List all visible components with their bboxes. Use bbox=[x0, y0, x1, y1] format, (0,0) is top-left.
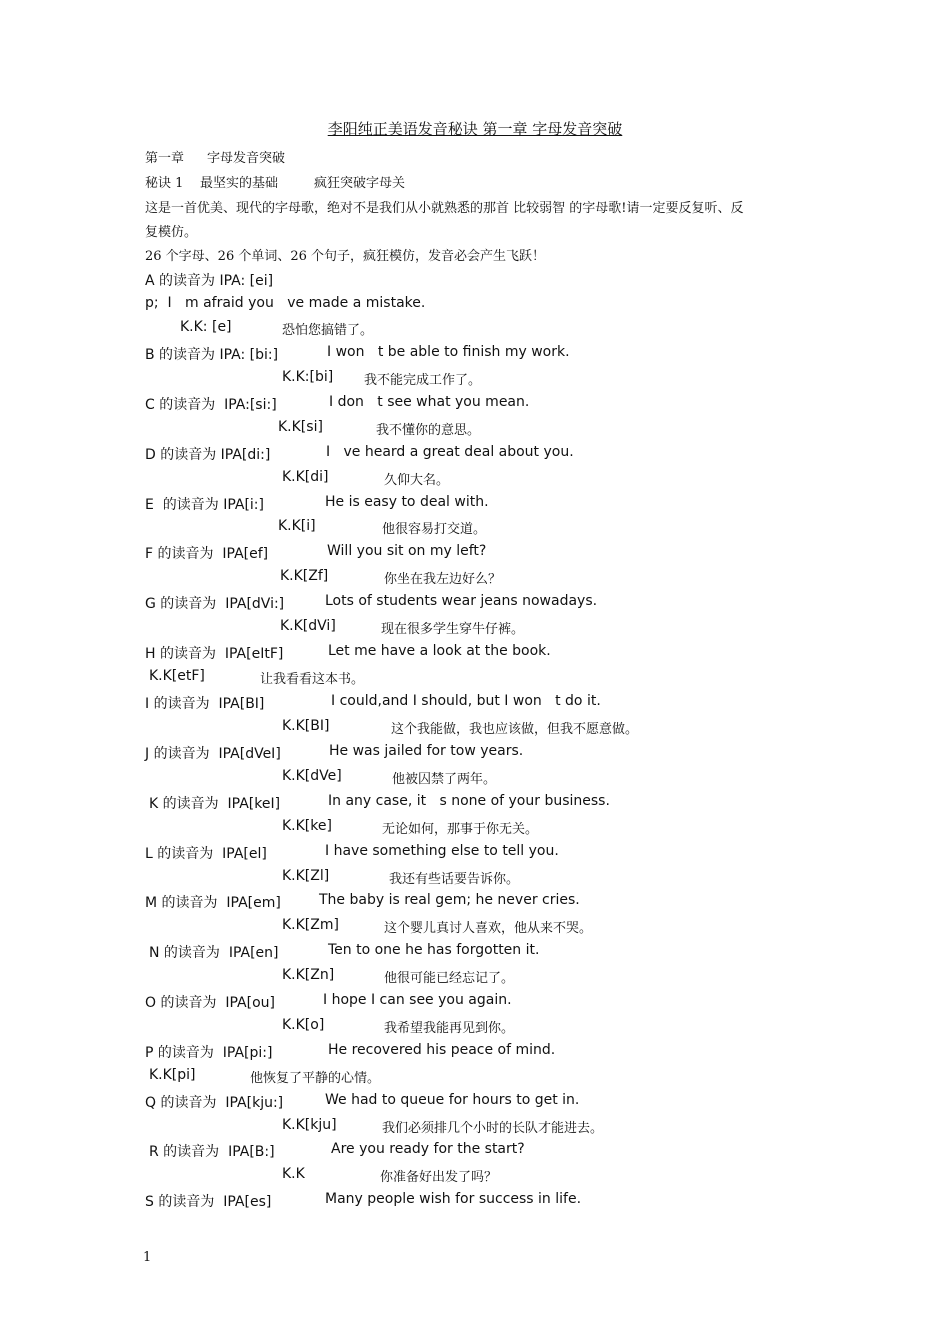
letter-translation: 让我看看这本书。 bbox=[260, 672, 365, 687]
letter-kk: K.K[dVi] bbox=[280, 618, 336, 634]
letter-kk: K.K[pi] bbox=[149, 1067, 196, 1083]
letter-ipa: A 的读音为 IPA: [ei] bbox=[145, 273, 274, 289]
letter-translation: 我希望我能再见到你。 bbox=[384, 1021, 515, 1036]
secret-label: 秘诀 1 bbox=[145, 176, 184, 191]
letter-kk: K.K[dVe] bbox=[282, 768, 342, 784]
letter-ipa: B 的读音为 IPA: [bi:] bbox=[145, 347, 279, 363]
letter-ipa: M 的读音为 IPA[em] bbox=[145, 895, 281, 911]
letter-ipa: E 的读音为 IPA[i:] bbox=[145, 497, 264, 513]
letter-translation: 我们必须排几个小时的长队才能进去。 bbox=[382, 1121, 604, 1136]
letter-translation: 我不能完成工作了。 bbox=[364, 373, 482, 388]
letter-ipa: F 的读音为 IPA[ef] bbox=[145, 546, 269, 562]
letter-translation: 你准备好出发了吗？ bbox=[380, 1170, 498, 1185]
letter-kk: K.K[si] bbox=[278, 419, 323, 435]
letter-kk: K.K[BI] bbox=[282, 718, 330, 734]
letter-sentence: He was jailed for tow years. bbox=[329, 743, 524, 759]
letter-sentence: I ve heard a great deal about you. bbox=[326, 444, 574, 460]
letter-sentence: Lots of students wear jeans nowadays. bbox=[325, 593, 598, 609]
letter-translation: 我还有些话要告诉你。 bbox=[389, 872, 520, 887]
letter-kk: K.K[Zm] bbox=[282, 917, 339, 933]
letter-sentence: The baby is real gem; he never cries. bbox=[319, 892, 580, 908]
intro-line: 26 个字母、26 个单词、26 个句子，疯狂模仿，发音必会产生飞跃！ bbox=[145, 249, 546, 264]
letter-ipa: K 的读音为 IPA[keI] bbox=[149, 796, 281, 812]
letter-translation: 他很容易打交道。 bbox=[382, 522, 487, 537]
letter-ipa: O 的读音为 IPA[ou] bbox=[145, 995, 275, 1011]
letter-kk: K.K[o] bbox=[282, 1017, 325, 1033]
letter-sentence: I could,and I should, but I won t do it. bbox=[331, 693, 601, 709]
letter-ipa: D 的读音为 IPA[di:] bbox=[145, 447, 271, 463]
letter-sentence: Many people wish for success in life. bbox=[325, 1191, 582, 1207]
letter-kk: K.K[i] bbox=[278, 518, 316, 534]
letter-ipa: J 的读音为 IPA[dVeI] bbox=[145, 746, 281, 762]
intro-line: 这是一首优美、现代的字母歌，绝对不是我们从小就熟悉的那首 比较弱智 的字母歌!请一定要反复听、反 bbox=[145, 201, 744, 216]
letter-translation: 他被囚禁了两年。 bbox=[392, 772, 497, 787]
letter-translation: 这个婴儿真讨人喜欢，他从来不哭。 bbox=[384, 921, 593, 936]
letter-kk: K.K[etF] bbox=[149, 668, 205, 684]
intro-line: 复模仿。 bbox=[145, 225, 198, 240]
secret-subtitle: 疯狂突破字母关 bbox=[314, 176, 406, 191]
letter-sentence: I have something else to tell you. bbox=[325, 843, 559, 859]
letter-kk: K.K[Zn] bbox=[282, 967, 335, 983]
letter-translation: 他很可能已经忘记了。 bbox=[384, 971, 515, 986]
letter-kk: K.K[Zf] bbox=[280, 568, 329, 584]
letter-translation: 无论如何，那事于你无关。 bbox=[382, 822, 539, 837]
document-title: 李阳纯正美语发音秘诀 第一章 字母发音突破 bbox=[327, 120, 623, 138]
letter-translation: 我不懂你的意思。 bbox=[376, 423, 481, 438]
letter-ipa: C 的读音为 IPA:[si:] bbox=[145, 397, 277, 413]
letter-ipa: I 的读音为 IPA[BI] bbox=[145, 696, 265, 712]
letter-ipa: N 的读音为 IPA[en] bbox=[149, 945, 279, 961]
letter-sentence: p; I m afraid you ve made a mistake. bbox=[145, 295, 426, 311]
letter-sentence: Ten to one he has forgotten it. bbox=[328, 942, 540, 958]
secret-name: 最坚实的基础 bbox=[200, 176, 279, 191]
letter-ipa: P 的读音为 IPA[pi:] bbox=[145, 1045, 273, 1061]
letter-sentence: We had to queue for hours to get in. bbox=[325, 1092, 580, 1108]
letter-sentence: He is easy to deal with. bbox=[325, 494, 489, 510]
chapter-label: 第一章 bbox=[145, 151, 185, 166]
letter-ipa: H 的读音为 IPA[eItF] bbox=[145, 646, 284, 662]
letter-ipa: L 的读音为 IPA[el] bbox=[145, 846, 267, 862]
letter-kk: K.K[ke] bbox=[282, 818, 332, 834]
letter-ipa: S 的读音为 IPA[es] bbox=[145, 1194, 272, 1210]
letter-ipa: R 的读音为 IPA[B:] bbox=[149, 1144, 275, 1160]
letter-kk: K.K[di] bbox=[282, 469, 329, 485]
letter-translation: 你坐在我左边好么？ bbox=[384, 572, 502, 587]
letter-kk: K.K: [e] bbox=[180, 319, 232, 335]
letter-sentence: Are you ready for the start? bbox=[331, 1141, 525, 1157]
letter-translation: 现在很多学生穿牛仔裤。 bbox=[381, 622, 525, 637]
letter-sentence: He recovered his peace of mind. bbox=[328, 1042, 556, 1058]
letter-sentence: Will you sit on my left? bbox=[327, 543, 487, 559]
letter-sentence: I won t be able to finish my work. bbox=[327, 344, 570, 360]
letter-translation: 久仰大名。 bbox=[384, 473, 450, 488]
letter-translation: 这个我能做，我也应该做，但我不愿意做。 bbox=[391, 722, 639, 737]
letter-kk: K.K[Zl] bbox=[282, 868, 330, 884]
letter-kk: K.K[kju] bbox=[282, 1117, 337, 1133]
letter-sentence: In any case, it s none of your business. bbox=[328, 793, 610, 809]
letter-kk: K.K:[bi] bbox=[282, 369, 334, 385]
letter-sentence: I hope I can see you again. bbox=[323, 992, 512, 1008]
letter-kk: K.K bbox=[282, 1166, 305, 1182]
chapter-name: 字母发音突破 bbox=[207, 151, 286, 166]
letter-sentence: Let me have a look at the book. bbox=[328, 643, 551, 659]
letter-sentence: I don t see what you mean. bbox=[329, 394, 530, 410]
letter-translation: 他恢复了平静的心情。 bbox=[250, 1071, 381, 1086]
letter-ipa: Q 的读音为 IPA[kju:] bbox=[145, 1095, 284, 1111]
letter-translation: 恐怕您搞错了。 bbox=[282, 323, 374, 338]
page-number: 1 bbox=[143, 1250, 152, 1265]
letter-ipa: G 的读音为 IPA[dVi:] bbox=[145, 596, 285, 612]
